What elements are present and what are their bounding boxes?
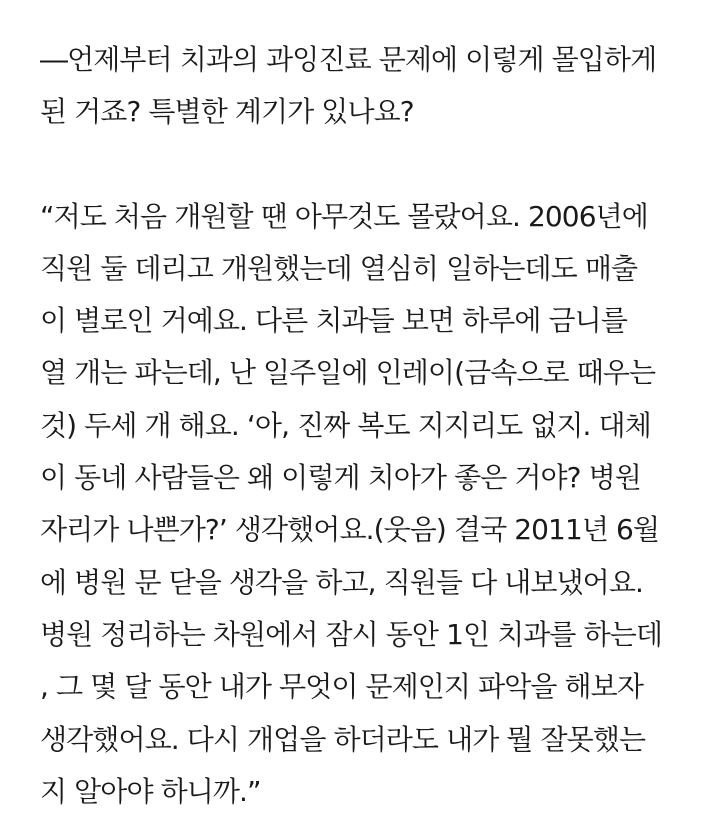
answer-line: 직원 둘 데리고 개원했는데 열심히 일하는데도 매출 [40,251,638,285]
answer-line: 에 병원 문 닫을 생각을 하고, 직원들 다 내보냈어요. [40,565,643,599]
question-line: 된 거죠? 특별한 계기가 있나요? [40,95,414,129]
answer-line: , 그 몇 달 동안 내가 무엇이 문제인지 파악을 해보자 [40,670,643,704]
answer-line: 생각했어요. 다시 개업을 하더라도 내가 뭘 잘못했는 [40,722,646,756]
question-line: ―언제부터 치과의 과잉진료 문제에 이렇게 몰입하게 [40,43,657,76]
interview-answer [40,191,690,818]
interview-question [40,34,690,139]
answer-line: 자리가 나쁜가?’ 생각했어요.(웃음) 결국 2011년 6월 [40,513,660,547]
answer-line: 열 개는 파는데, 난 일주일에 인레이(금속으로 때우는 [40,356,656,390]
answer-line: “저도 처음 개원할 땐 아무것도 몰랐어요. 2006년에 [40,199,648,233]
answer-line: 병원 정리하는 차원에서 잠시 동안 1인 치과를 하는데 [40,617,663,651]
answer-line: 지 알아야 하니까.” [40,774,261,808]
answer-line: 이 별로인 거예요. 다른 치과들 보면 하루에 금니를 [40,304,627,338]
answer-line: 이 동네 사람들은 왜 이렇게 치아가 좋은 거야? 병원 [40,461,641,495]
article-body [40,34,690,818]
answer-line: 것) 두세 개 해요. ‘아, 진짜 복도 지지리도 없지. 대체 [40,408,651,442]
